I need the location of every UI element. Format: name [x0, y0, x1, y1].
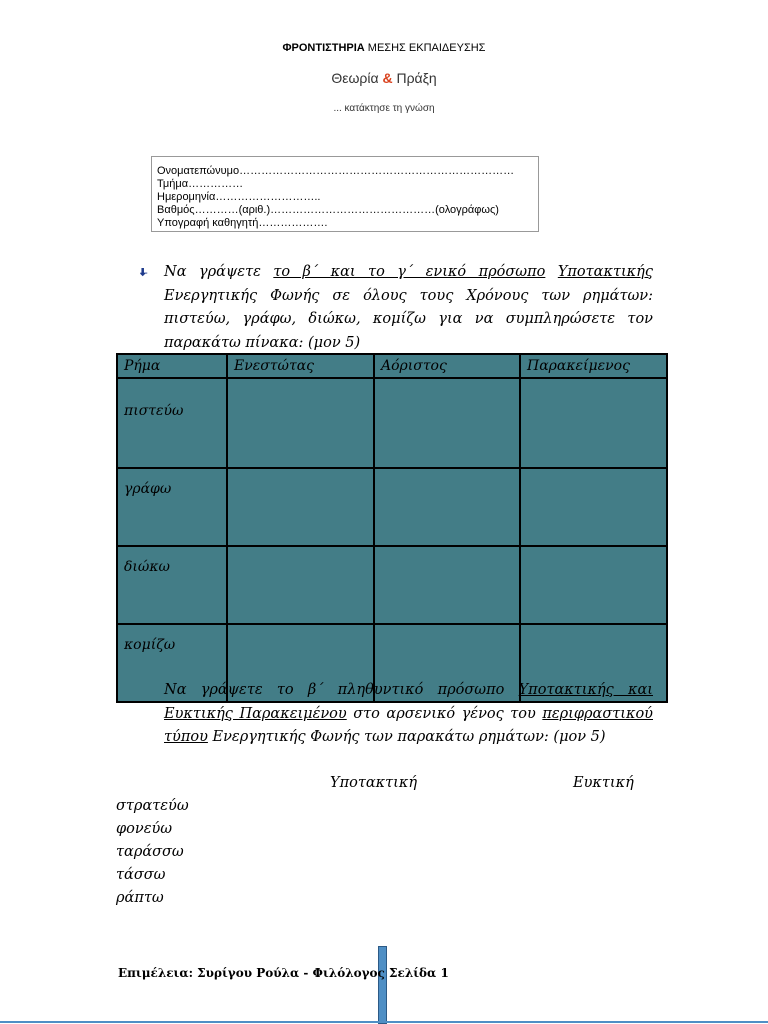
- header-institution: [0, 42, 768, 54]
- q1-part3: Ενεργητικής Φωνής σε όλους τους Χρόνους των ρημάτων: πιστεύω, γράφω, διώκω, κομίζω για να συμπληρώσετε τον παρακάτω πίνακα: (μον 5): [164, 287, 653, 351]
- verb-item: στρατεύω: [116, 798, 189, 814]
- question-2: [164, 679, 653, 750]
- table-header-aorist: Αόριστος: [374, 354, 520, 378]
- q2-underline1: Υποτακτικής και Ευκτικής Παρακειμένου: [164, 682, 653, 722]
- verb-item: φονεύω: [116, 821, 173, 837]
- header-institution-bold: ΦΡΟΝΤΙΣΤΗΡΙΑ: [282, 42, 365, 54]
- table-row: [117, 378, 667, 468]
- header-slogan: ... κατάκτησε τη γνώση: [333, 103, 435, 114]
- q2-part2: στο αρσενικό γένος του: [346, 705, 543, 722]
- table-row-label: γράφω: [117, 468, 227, 546]
- verb-item: ταράσσω: [116, 844, 184, 860]
- header-institution-rest: ΜΕΣΗΣ ΕΚΠΑΙΔΕΥΣΗΣ: [364, 42, 486, 54]
- table-row-label: διώκω: [117, 546, 227, 624]
- table-header-row: [117, 354, 667, 378]
- date-field: Ημερομηνία………………………..: [157, 191, 321, 203]
- table-cell[interactable]: [520, 468, 667, 546]
- tenses-table: [116, 353, 668, 703]
- q2-part3: Ενεργητικής Φωνής των παρακάτω ρημάτων: (μον 5): [207, 729, 606, 745]
- q1-underline2: Υποτακτικής: [557, 264, 653, 280]
- table-cell[interactable]: [374, 546, 520, 624]
- grade-field: Βαθμός…………(αριθ.)………………………………………(ολογράφως): [157, 204, 499, 216]
- q1-part1: Να γράψετε: [164, 264, 274, 280]
- table-cell[interactable]: [227, 378, 374, 468]
- page-footer: Επιμέλεια: Συρίγου Ρούλα - Φιλόλογος Σελίδα 1: [118, 966, 449, 980]
- column-optative: Ευκτική: [573, 775, 634, 791]
- header-title: [0, 70, 768, 86]
- table-cell[interactable]: [374, 468, 520, 546]
- table-row: [117, 546, 667, 624]
- q1-part2: [545, 264, 557, 280]
- table-cell[interactable]: [374, 378, 520, 468]
- table-header-verb: Ρήμα: [117, 354, 227, 378]
- verb-item: τάσσω: [116, 867, 166, 883]
- table-cell[interactable]: [520, 378, 667, 468]
- q2-part1: Να γράψετε το β΄ πληθυντικό πρόσωπο: [164, 682, 519, 698]
- table-header-present: Ενεστώτας: [227, 354, 374, 378]
- page-marker-bar: [378, 946, 387, 1024]
- header-title-b: Πράξη: [392, 70, 437, 86]
- student-info-box: [151, 156, 539, 232]
- bullet-arrow-icon: ⬇: [138, 266, 148, 279]
- table-row: [117, 468, 667, 546]
- header-title-a: Θεωρία: [331, 70, 383, 86]
- table-cell[interactable]: [227, 546, 374, 624]
- table-cell[interactable]: [227, 468, 374, 546]
- table-row-label: πιστεύω: [117, 378, 227, 468]
- header-title-amp: &: [382, 70, 393, 86]
- q1-underline1: το β΄ και το γ΄ ενικό πρόσωπο: [273, 264, 546, 280]
- table-cell[interactable]: [520, 546, 667, 624]
- q2-underline2: περιφραστικού τύπου: [164, 705, 653, 745]
- verb-item: ράπτω: [116, 890, 164, 906]
- name-field: Ονοματεπώνυμο…………………………………………………………………: [157, 165, 515, 177]
- table-row-label: κομίζω: [117, 624, 227, 702]
- question-1: [164, 261, 653, 355]
- column-subjunctive: Υποτακτική: [330, 775, 418, 791]
- signature-field: Υπογραφή καθηγητή……………….: [157, 217, 328, 229]
- bottom-rule: [0, 1021, 768, 1023]
- section-field: Τμήμα……………: [157, 178, 244, 190]
- table-header-perfect: Παρακείμενος: [520, 354, 667, 378]
